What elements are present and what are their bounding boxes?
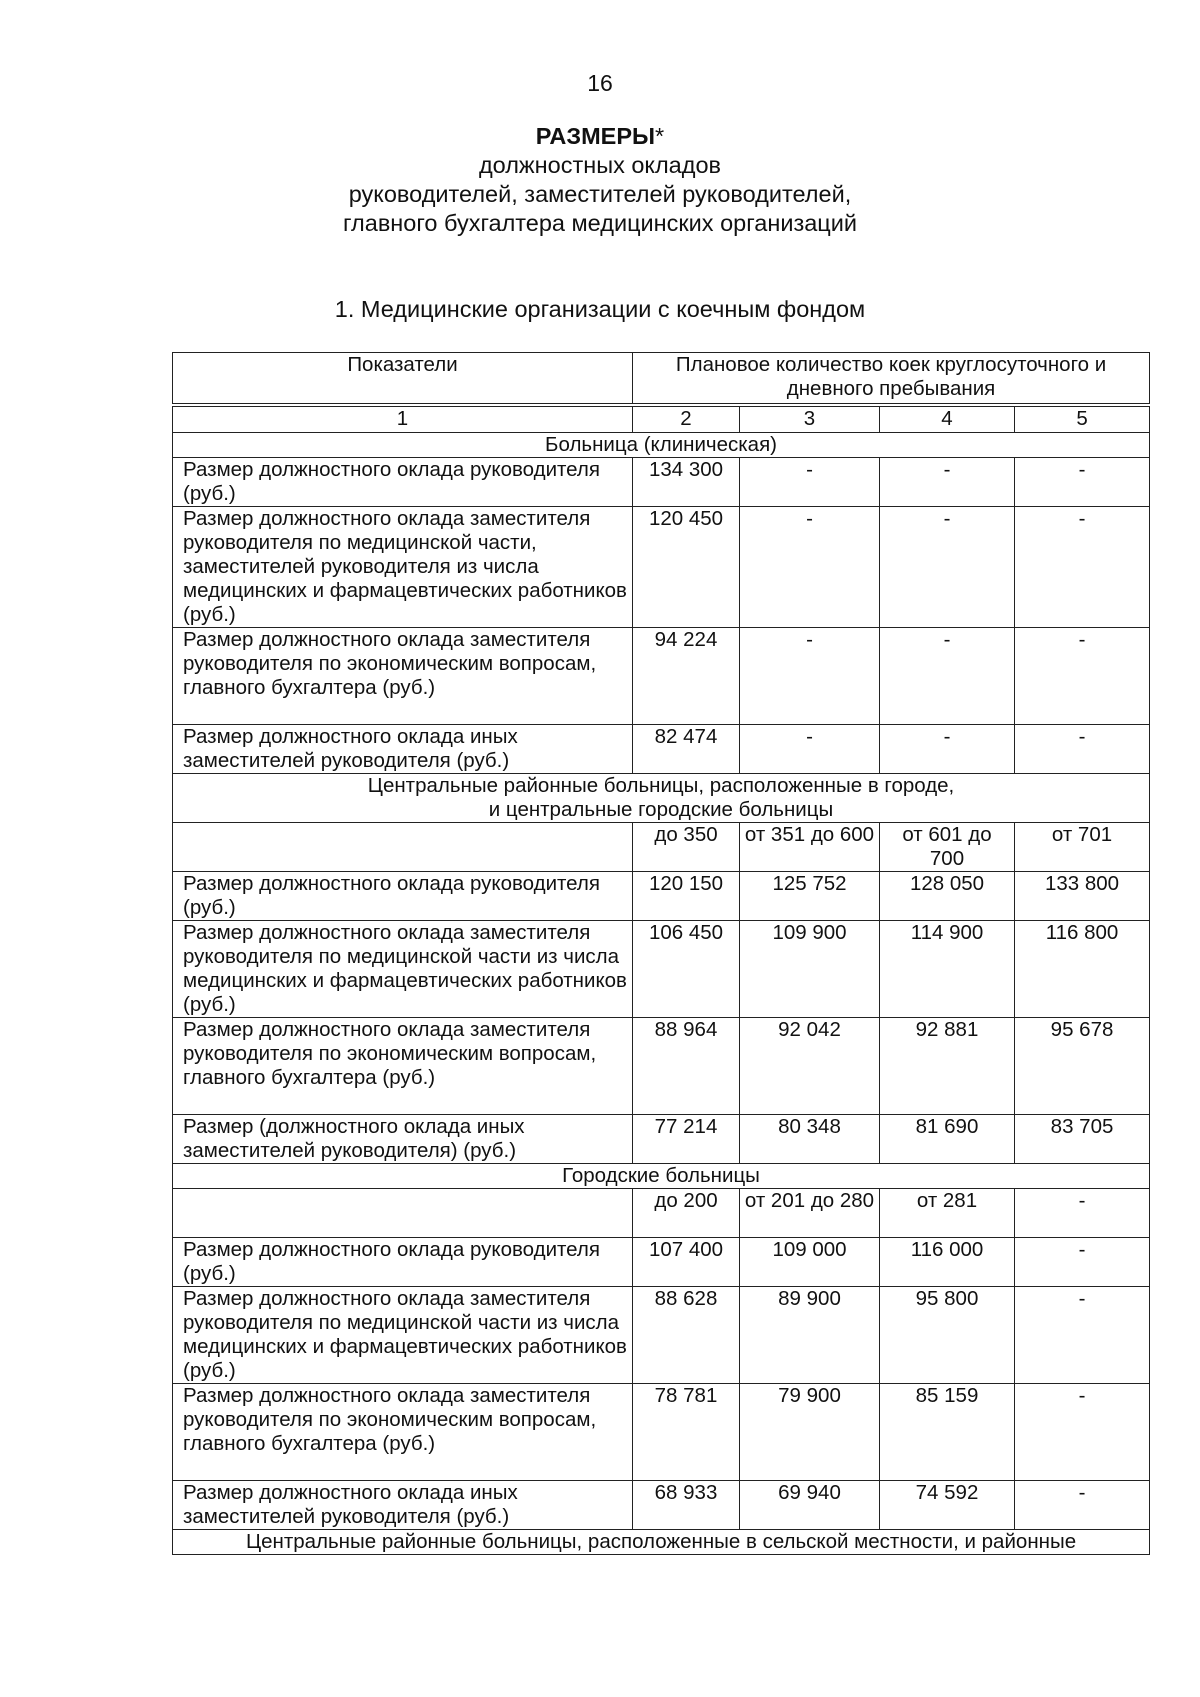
value-cell: - <box>1015 1384 1150 1481</box>
value-cell: 95 678 <box>1015 1018 1150 1115</box>
document-title <box>0 122 1200 238</box>
group-title-line-2: и центральные городские больницы <box>488 798 834 821</box>
table-row <box>173 1481 1150 1530</box>
group-header-row <box>173 774 1150 823</box>
value-cell: 106 450 <box>633 921 740 1018</box>
value-cell: 116 800 <box>1015 921 1150 1018</box>
value-cell: 116 000 <box>880 1238 1015 1287</box>
header-bed-count: Плановое количество коек круглосуточного и дневного пребывания <box>633 353 1150 404</box>
group-title: Городские больницы <box>173 1164 1150 1189</box>
header-indicators: Показатели <box>173 353 633 404</box>
group-header-row <box>173 1530 1150 1555</box>
title-line-3: главного бухгалтера медицинских организаций <box>342 210 858 236</box>
value-cell: - <box>740 628 880 725</box>
value-cell: 94 224 <box>633 628 740 725</box>
col-number: 5 <box>1015 407 1150 433</box>
value-cell: 120 450 <box>633 507 740 628</box>
table-row <box>173 1384 1150 1481</box>
value-cell: 88 964 <box>633 1018 740 1115</box>
page-number: 16 <box>587 70 613 96</box>
group-title: Больница (клиническая) <box>173 433 1150 458</box>
row-label: Размер должностного оклада заместителя руководителя по медицинской части из числа медицинских и фармацевтических работников (руб.) <box>173 1287 633 1384</box>
row-label: Размер должностного оклада руководителя (руб.) <box>173 1238 633 1287</box>
bed-range-cell: до 200 <box>633 1189 740 1238</box>
value-cell: - <box>1015 725 1150 774</box>
value-cell: - <box>1015 1481 1150 1530</box>
salary-table <box>172 352 1150 1555</box>
table-row <box>173 1238 1150 1287</box>
bed-range-cell: от 601 до 700 <box>880 823 1015 872</box>
group-header-row <box>173 433 1150 458</box>
title-line-2: руководителей, заместителей руководителей, <box>348 181 852 207</box>
value-cell: - <box>740 725 880 774</box>
bed-range-row <box>173 1189 1150 1238</box>
row-label: Размер должностного оклада иных заместителей руководителя (руб.) <box>173 1481 633 1530</box>
value-cell: 134 300 <box>633 458 740 507</box>
col-number: 3 <box>740 407 880 433</box>
value-cell: 92 881 <box>880 1018 1015 1115</box>
col-number: 2 <box>633 407 740 433</box>
value-cell: 82 474 <box>633 725 740 774</box>
row-label: Размер (должностного оклада иных заместителей руководителя) (руб.) <box>173 1115 633 1164</box>
row-label-empty <box>173 823 633 872</box>
value-cell: 78 781 <box>633 1384 740 1481</box>
value-cell: 88 628 <box>633 1287 740 1384</box>
row-label-empty <box>173 1189 633 1238</box>
value-cell: 128 050 <box>880 872 1015 921</box>
bed-range-cell: от 351 до 600 <box>740 823 880 872</box>
row-label: Размер должностного оклада руководителя (руб.) <box>173 458 633 507</box>
table-row <box>173 1018 1150 1115</box>
value-cell: 109 000 <box>740 1238 880 1287</box>
table-row <box>173 458 1150 507</box>
row-label: Размер должностного оклада заместителя руководителя по медицинской части из числа медицинских и фармацевтических работников (руб.) <box>173 921 633 1018</box>
table-row <box>173 1287 1150 1384</box>
value-cell: 85 159 <box>880 1384 1015 1481</box>
value-cell: 77 214 <box>633 1115 740 1164</box>
bed-range-cell: от 701 <box>1015 823 1150 872</box>
value-cell: - <box>740 458 880 507</box>
col-number: 4 <box>880 407 1015 433</box>
bed-range-cell: - <box>1015 1189 1150 1238</box>
value-cell: 125 752 <box>740 872 880 921</box>
value-cell: - <box>1015 1238 1150 1287</box>
group-header-row <box>173 1164 1150 1189</box>
value-cell: - <box>1015 507 1150 628</box>
value-cell: - <box>740 507 880 628</box>
column-numbers-row <box>173 407 1150 433</box>
value-cell: 133 800 <box>1015 872 1150 921</box>
value-cell: 79 900 <box>740 1384 880 1481</box>
value-cell: 89 900 <box>740 1287 880 1384</box>
group-title: Центральные районные больницы, расположенные в сельской местности, и районные <box>173 1530 1150 1555</box>
title-asterisk: * <box>655 123 665 149</box>
value-cell: - <box>1015 1287 1150 1384</box>
bed-range-cell: от 201 до 280 <box>740 1189 880 1238</box>
row-label: Размер должностного оклада иных заместителей руководителя (руб.) <box>173 725 633 774</box>
value-cell: - <box>880 507 1015 628</box>
table-row <box>173 921 1150 1018</box>
value-cell: - <box>880 725 1015 774</box>
bed-range-cell: от 281 <box>880 1189 1015 1238</box>
value-cell: 107 400 <box>633 1238 740 1287</box>
section-title: 1. Медицинские организации с коечным фондом <box>334 296 866 322</box>
value-cell: 83 705 <box>1015 1115 1150 1164</box>
group-title-line-1: Центральные районные больницы, расположенные в городе, <box>367 774 955 797</box>
value-cell: 80 348 <box>740 1115 880 1164</box>
value-cell: 81 690 <box>880 1115 1015 1164</box>
title-line-1: должностных окладов <box>478 152 722 178</box>
row-label: Размер должностного оклада руководителя (руб.) <box>173 872 633 921</box>
table-row <box>173 507 1150 628</box>
table-row <box>173 1115 1150 1164</box>
row-label: Размер должностного оклада заместителя руководителя по экономическим вопросам, главного бухгалтера (руб.) <box>173 1018 633 1115</box>
group-title <box>173 774 1150 823</box>
col-number: 1 <box>173 407 633 433</box>
value-cell: 114 900 <box>880 921 1015 1018</box>
value-cell: 69 940 <box>740 1481 880 1530</box>
bed-range-cell: до 350 <box>633 823 740 872</box>
table-header-row <box>173 353 1150 404</box>
table-row <box>173 725 1150 774</box>
value-cell: 95 800 <box>880 1287 1015 1384</box>
row-label: Размер должностного оклада заместителя руководителя по экономическим вопросам, главного бухгалтера (руб.) <box>173 1384 633 1481</box>
value-cell: 68 933 <box>633 1481 740 1530</box>
row-label: Размер должностного оклада заместителя руководителя по медицинской части, заместителей руководителя из числа медицинских и фармацевтических работников (руб.) <box>173 507 633 628</box>
table-row <box>173 872 1150 921</box>
value-cell: 92 042 <box>740 1018 880 1115</box>
value-cell: 74 592 <box>880 1481 1015 1530</box>
bed-range-row <box>173 823 1150 872</box>
value-cell: - <box>1015 458 1150 507</box>
row-label: Размер должностного оклада заместителя руководителя по экономическим вопросам, главного бухгалтера (руб.) <box>173 628 633 725</box>
value-cell: - <box>880 458 1015 507</box>
value-cell: 109 900 <box>740 921 880 1018</box>
table-row <box>173 628 1150 725</box>
value-cell: - <box>880 628 1015 725</box>
value-cell: 120 150 <box>633 872 740 921</box>
value-cell: - <box>1015 628 1150 725</box>
title-main: РАЗМЕРЫ <box>535 123 656 149</box>
